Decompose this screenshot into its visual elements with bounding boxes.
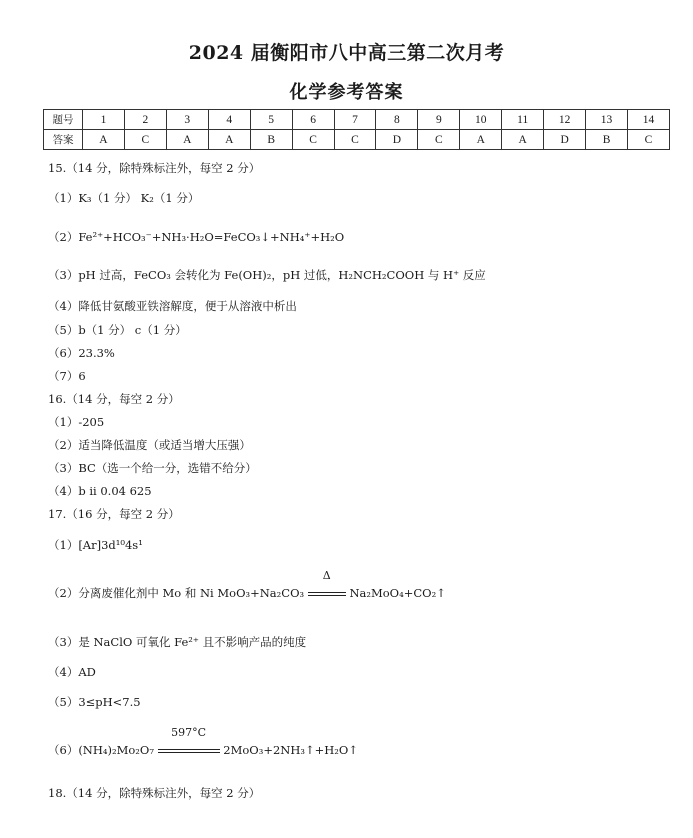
page-title: 2024 届衡阳市八中高三第二次月考	[188, 42, 505, 64]
page-subtitle: 化学参考答案	[289, 82, 404, 103]
table-row-answers	[44, 130, 670, 150]
q16-header: 16.（14 分，每空 2 分）	[48, 392, 180, 406]
q17-answer-6-lhs: （6）(NH₄)₂Mo₂O₇	[48, 743, 154, 757]
answer-table	[43, 109, 670, 150]
q17-answer-2-rhs: Na₂MoO₄+CO₂↑	[349, 586, 446, 600]
question-number-cell: 14	[627, 110, 669, 130]
table-row-numbers	[44, 110, 670, 130]
answer-cell: C	[418, 130, 460, 150]
question-number-cell: 2	[124, 110, 166, 130]
q17-answer-4: （4）AD	[48, 665, 96, 679]
q17-answer-2	[48, 569, 446, 601]
question-number-cell: 7	[334, 110, 376, 130]
answer-cell: A	[208, 130, 250, 150]
q16-answer-2: （2）适当降低温度（或适当增大压强）	[48, 438, 251, 452]
answer-cell: C	[292, 130, 334, 150]
answer-cell: C	[124, 130, 166, 150]
answer-cell: D	[376, 130, 418, 150]
question-number-cell: 12	[544, 110, 586, 130]
q15-answer-3: （3）pH 过高，FeCO₃ 会转化为 Fe(OH)₂，pH 过低，H₂NCH₂COOH 与 H⁺ 反应	[48, 268, 486, 282]
question-number-cell: 8	[376, 110, 418, 130]
answer-cell: B	[250, 130, 292, 150]
question-number-cell: 1	[83, 110, 125, 130]
question-number-cell: 11	[502, 110, 544, 130]
table-row-label: 题号	[44, 110, 83, 130]
reaction-arrow	[308, 569, 346, 601]
question-number-cell: 6	[292, 110, 334, 130]
answer-cell: C	[334, 130, 376, 150]
q15-answer-5: （5）b（1 分） c（1 分）	[48, 323, 187, 337]
q15-answer-7: （7）6	[48, 369, 86, 383]
q15-answer-1: （1）K₃（1 分） K₂（1 分）	[48, 191, 200, 205]
answer-cell: B	[586, 130, 628, 150]
answer-cell: A	[502, 130, 544, 150]
question-number-cell: 13	[586, 110, 628, 130]
q17-answer-2-lhs: （2）分离废催化剂中 Mo 和 Ni MoO₃+Na₂CO₃	[48, 586, 305, 600]
q16-answer-4: （4）b ii 0.04 625	[48, 484, 152, 498]
answer-cell: A	[166, 130, 208, 150]
question-number-cell: 9	[418, 110, 460, 130]
q17-answer-6	[48, 726, 358, 758]
q17-answer-6-rhs: 2MoO₃+2NH₃↑+H₂O↑	[223, 743, 358, 757]
q15-answer-4: （4）降低甘氨酸亚铁溶解度，便于从溶液中析出	[48, 299, 297, 313]
question-number-cell: 3	[166, 110, 208, 130]
q17-header: 17.（16 分，每空 2 分）	[48, 507, 180, 521]
answer-cell: D	[544, 130, 586, 150]
q16-answer-1: （1）-205	[48, 415, 105, 429]
table-row-label: 答案	[44, 130, 83, 150]
q17-answer-3: （3）是 NaClO 可氧化 Fe²⁺ 且不影响产品的纯度	[48, 635, 307, 649]
q15-answer-2: （2）Fe²⁺+HCO₃⁻+NH₃·H₂O=FeCO₃↓+NH₄⁺+H₂O	[48, 230, 345, 244]
reaction-condition: 597°C	[171, 726, 207, 739]
question-number-cell: 5	[250, 110, 292, 130]
q15-answer-6: （6）23.3%	[48, 346, 115, 360]
answer-cell: A	[83, 130, 125, 150]
q18-header: 18.（14 分，除特殊标注外，每空 2 分）	[48, 786, 261, 800]
q15-header: 15.（14 分，除特殊标注外，每空 2 分）	[48, 161, 261, 175]
q16-answer-3: （3）BC（选一个给一分，选错不给分）	[48, 461, 257, 475]
question-number-cell: 4	[208, 110, 250, 130]
reaction-arrow	[158, 726, 220, 758]
q17-answer-1: （1）[Ar]3d¹⁰4s¹	[48, 538, 143, 552]
answer-cell: C	[627, 130, 669, 150]
answer-cell: A	[460, 130, 502, 150]
question-number-cell: 10	[460, 110, 502, 130]
reaction-condition: Δ	[322, 569, 331, 582]
q17-answer-5: （5）3≤pH<7.5	[48, 695, 141, 709]
